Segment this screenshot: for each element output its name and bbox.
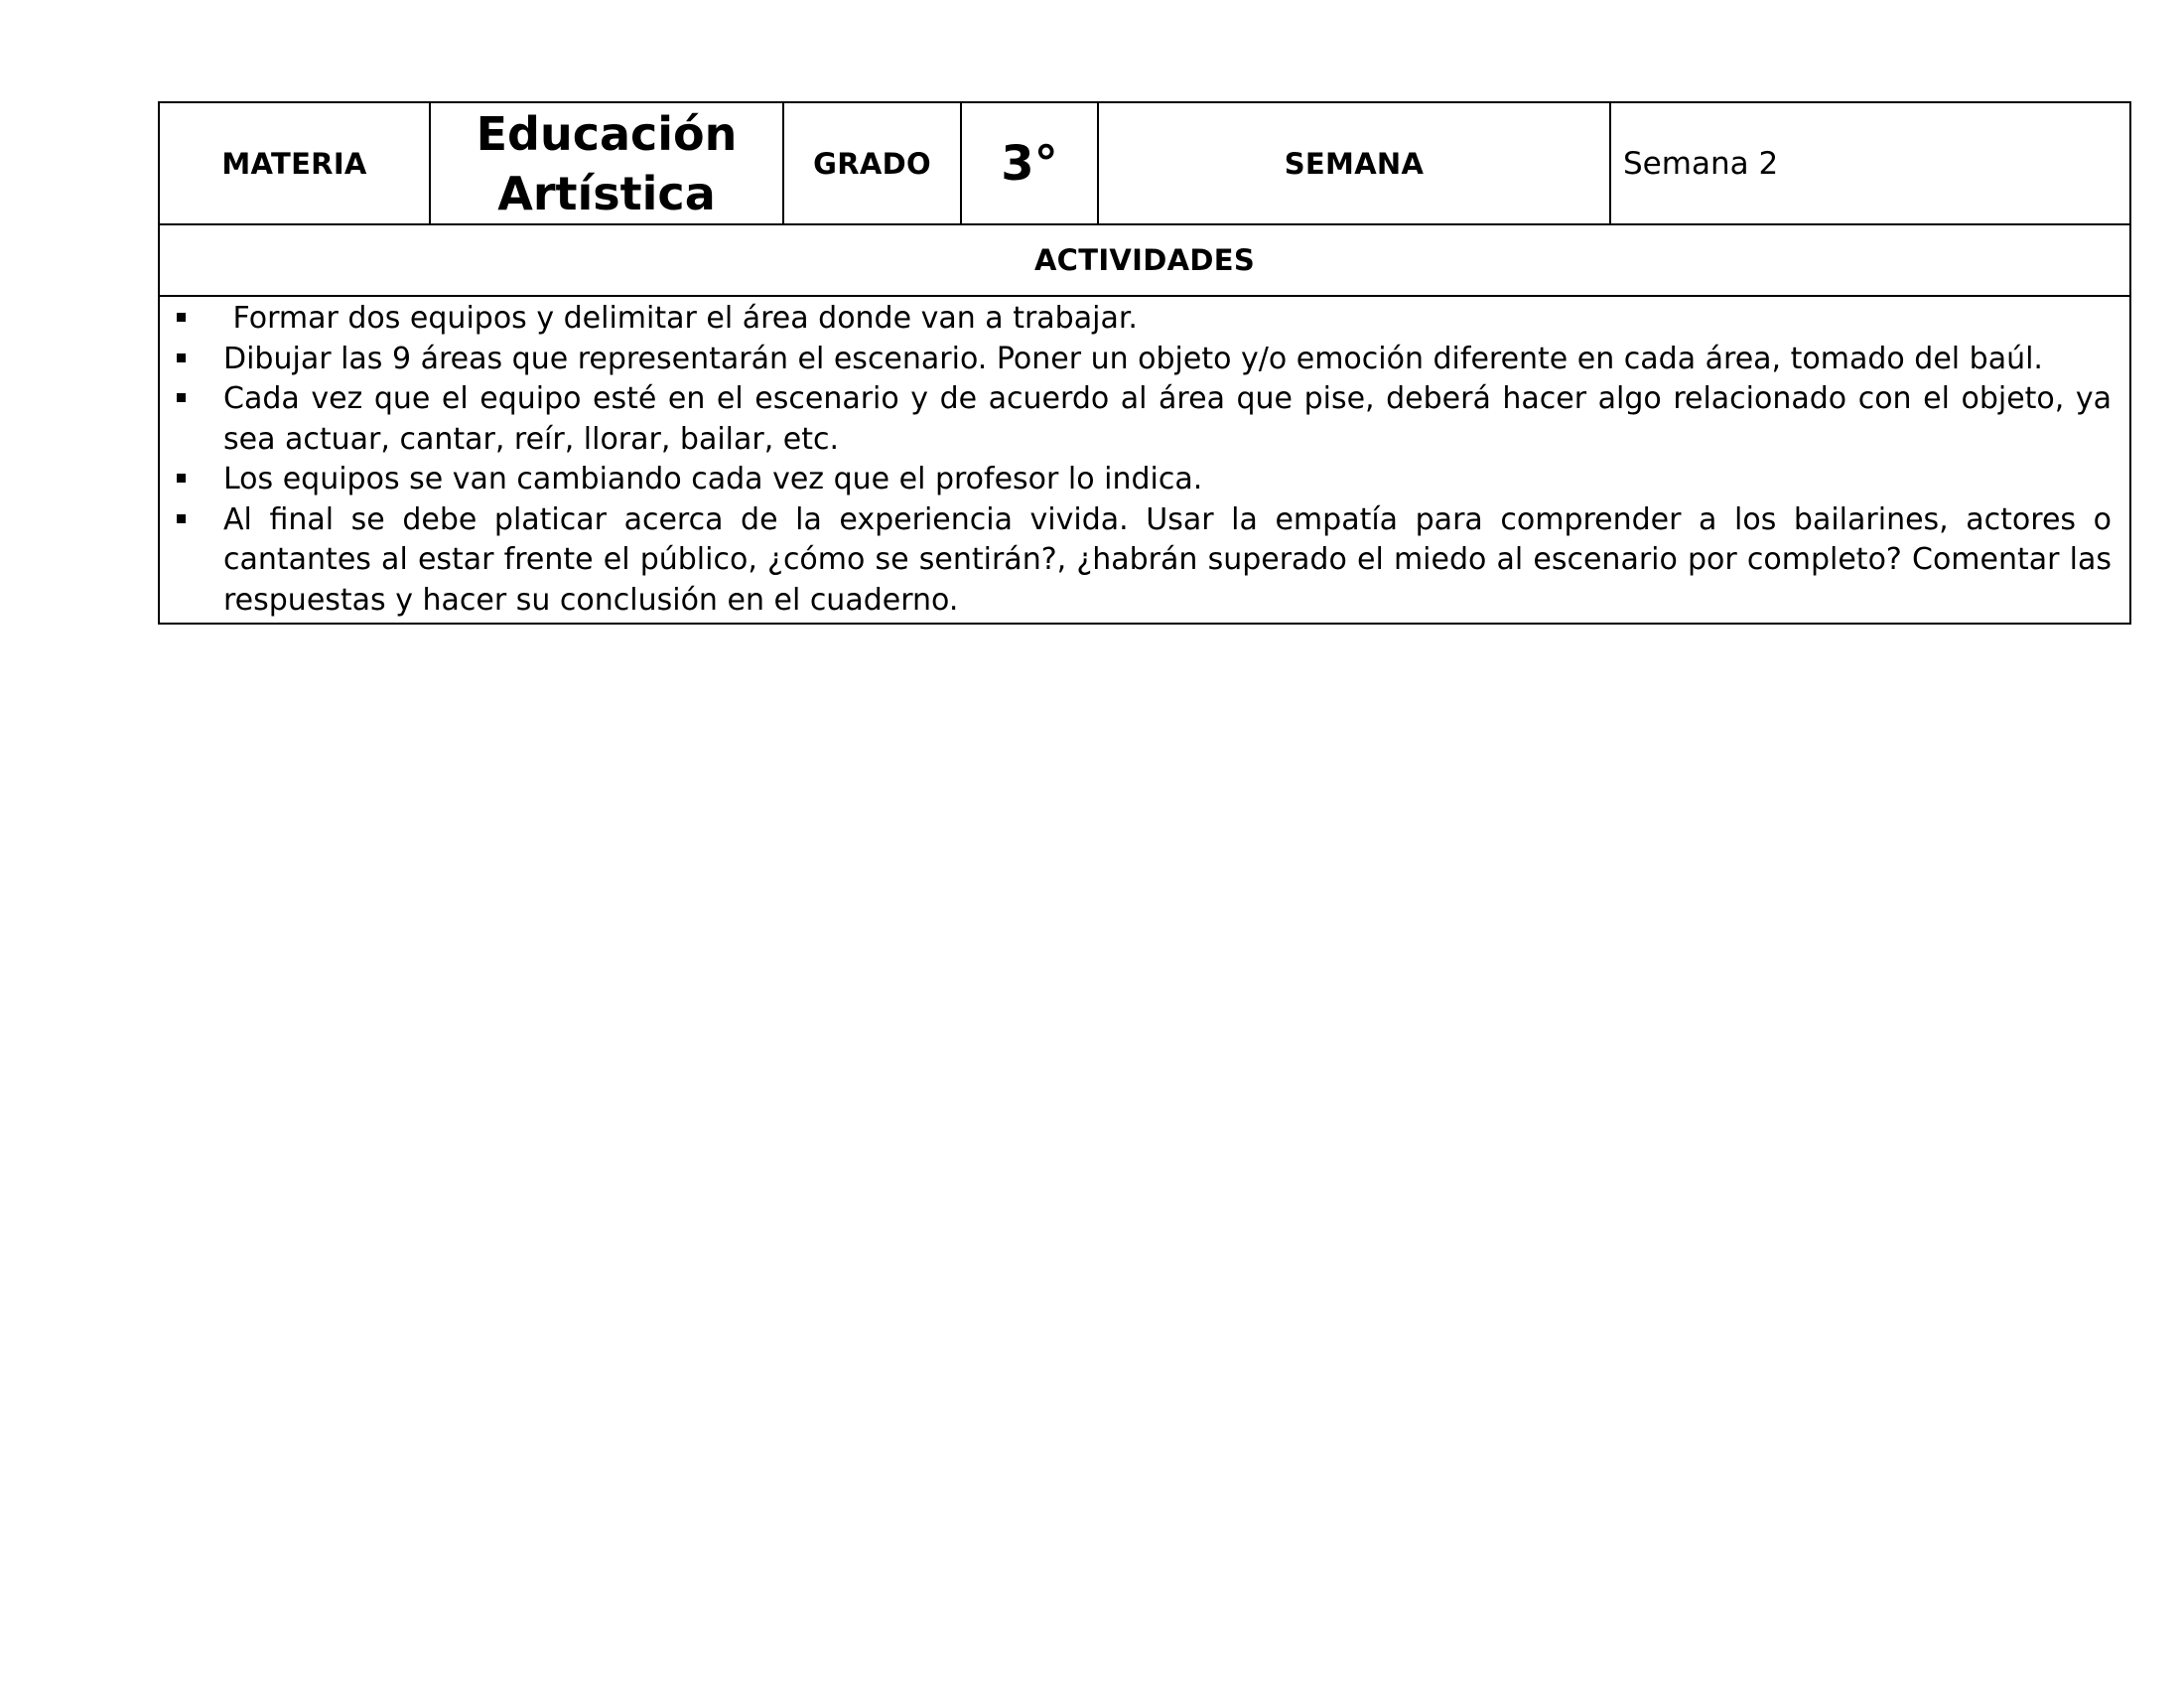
materia-value: Educación Artística xyxy=(430,102,783,224)
activities-title: ACTIVIDADES xyxy=(159,224,2130,296)
square-bullet-icon xyxy=(177,393,186,402)
activity-item xyxy=(160,460,2112,500)
square-bullet-icon xyxy=(177,313,186,322)
lesson-plan-table xyxy=(158,101,2131,625)
activity-text: Cada vez que el equipo esté en el escenario y de acuerdo al área que pise, deberá hacer algo relacionado con el objeto, ya sea actuar, cantar, reír, llorar, bailar, etc. xyxy=(223,381,2112,457)
activity-text: Formar dos equipos y delimitar el área donde van a trabajar. xyxy=(223,301,1138,336)
grado-value: 3° xyxy=(961,102,1098,224)
square-bullet-icon xyxy=(177,514,186,523)
activity-item xyxy=(160,500,2112,622)
activity-text: Dibujar las 9 áreas que representarán el escenario. Poner un objeto y/o emoción diferente en cada área, tomado del baúl. xyxy=(223,341,2043,376)
activity-item xyxy=(160,379,2112,460)
activities-title-row xyxy=(159,224,2130,296)
activity-item xyxy=(160,299,2112,340)
materia-label: MATERIA xyxy=(159,102,430,224)
header-row xyxy=(159,102,2130,224)
square-bullet-icon xyxy=(177,474,186,483)
activity-text: Al final se debe platicar acerca de la experiencia vivida. Usar la empatía para comprender a los bailarines, actores o cantantes al estar frente el público, ¿cómo se sentirán?, ¿habrán superado el miedo al escenario por completo? Comentar las respuestas y hacer su conclusión en el cuaderno. xyxy=(223,501,2112,618)
semana-label: SEMANA xyxy=(1098,102,1610,224)
activity-text: Los equipos se van cambiando cada vez que el profesor lo indica. xyxy=(223,462,1203,496)
activities-body-row xyxy=(159,296,2130,624)
square-bullet-icon xyxy=(177,353,186,362)
activities-list xyxy=(160,299,2112,621)
grado-label: GRADO xyxy=(783,102,961,224)
semana-value: Semana 2 xyxy=(1610,102,2130,224)
activities-cell xyxy=(159,296,2130,624)
activity-item xyxy=(160,340,2112,380)
